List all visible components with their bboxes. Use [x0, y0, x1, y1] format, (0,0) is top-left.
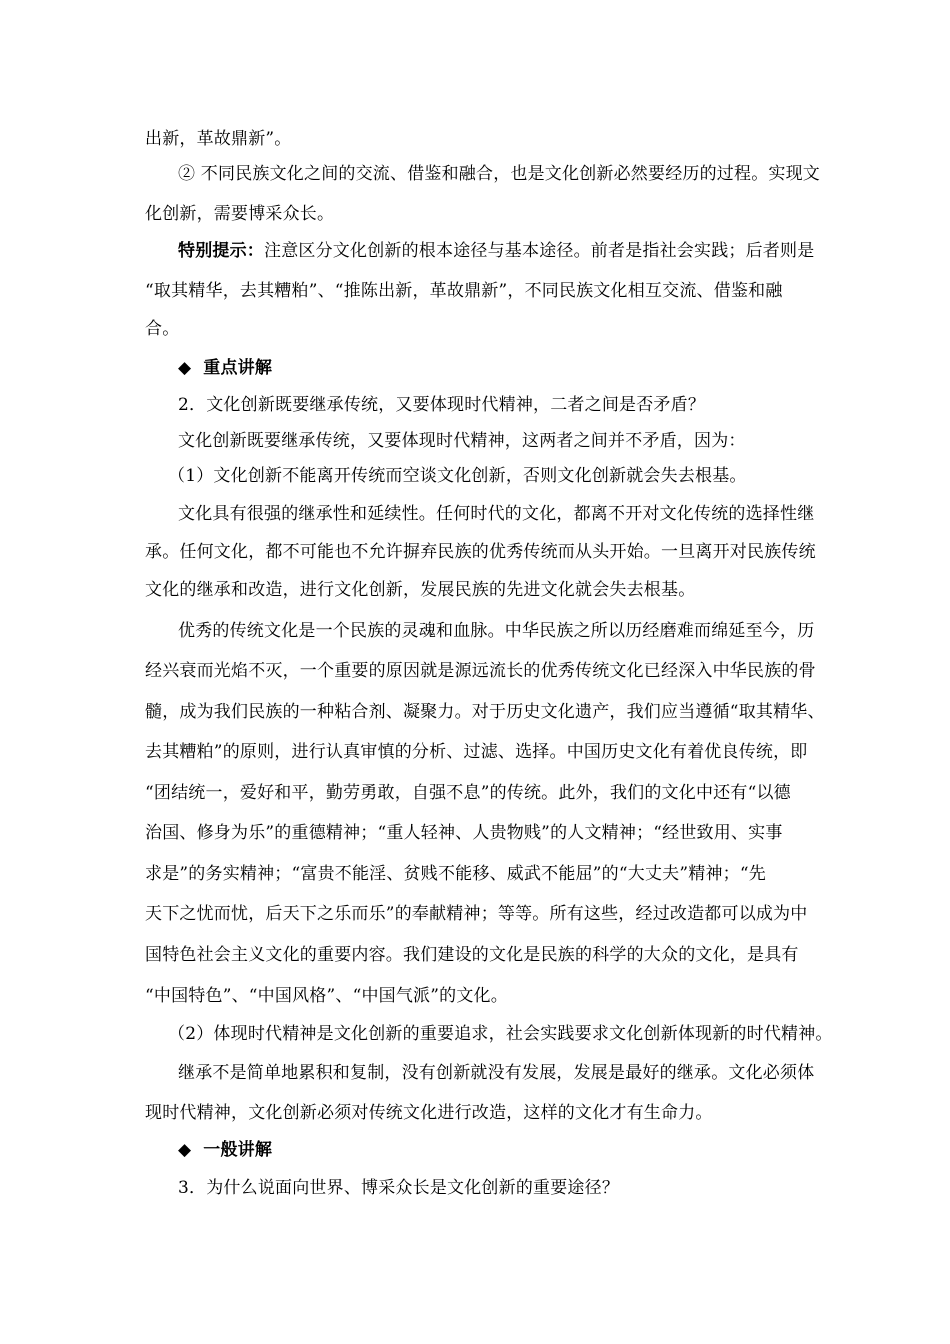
subpoint-line: （1）文化创新不能离开传统而空谈文化创新，否则文化创新就会失去根基。 [168, 466, 747, 486]
diamond-bullet-icon: ◆ [178, 358, 192, 378]
paragraph-line: 文化具有很强的继承性和延续性。任何时代的文化，都离不开对文化传统的选择性继 [178, 504, 815, 524]
paragraph-line: 现时代精神，文化创新必须对传统文化进行改造，这样的文化才有生命力。 [145, 1103, 713, 1123]
paragraph-line: “团结统一，爱好和平，勤劳勇敢，自强不息”的传统。此外，我们的文化中还有“以德 [145, 783, 791, 803]
question-line: 2．文化创新既要继承传统，又要体现时代精神，二者之间是否矛盾？ [178, 395, 706, 415]
special-tip-text: 注意区分文化创新的根本途径与基本途径。前者是指社会实践；后者则是 [264, 241, 815, 261]
paragraph-line: 承。任何文化，都不可能也不允许摒弃民族的优秀传统而从头开始。一旦离开对民族传统 [145, 542, 816, 562]
paragraph-line: 经兴衰而光焰不灭，一个重要的原因就是源远流长的优秀传统文化已经深入中华民族的骨 [145, 661, 816, 681]
paragraph-line: ② 不同民族文化之间的交流、借鉴和融合，也是文化创新必然要经历的过程。实现文 [178, 164, 821, 184]
question-line: 3．为什么说面向世界、博采众长是文化创新的重要途径？ [178, 1178, 620, 1198]
paragraph-line: 天下之忧而忧，后天下之乐而乐”的奉献精神；等等。所有这些，经过改造都可以成为中 [145, 904, 808, 924]
paragraph-line: 化创新，需要博采众长。 [145, 204, 335, 224]
section-heading-key [178, 357, 858, 379]
diamond-bullet-icon: ◆ [178, 1140, 192, 1160]
paragraph-line: 求是”的务实精神；“富贵不能淫、贫贱不能移、威武不能屈”的“大丈夫”精神；“先 [145, 864, 766, 884]
paragraph-line: 出新，革故鼎新”。 [145, 129, 292, 149]
section-heading-text: 一般讲解 [203, 1140, 273, 1160]
subpoint-line: （2）体现时代精神是文化创新的重要追求，社会实践要求文化创新体现新的时代精神。 [168, 1024, 833, 1044]
paragraph-line: “中国特色”、“中国风格”、“中国气派”的文化。 [145, 986, 508, 1006]
special-tip-label: 特别提示： [178, 241, 264, 261]
paragraph-line: 继承不是简单地累积和复制，没有创新就没有发展，发展是最好的继承。文化必须体 [178, 1063, 815, 1083]
paragraph-line: 治国、修身为乐”的重德精神；“重人轻神、人贵物贱”的人文精神；“经世致用、实事 [145, 823, 783, 843]
section-heading-general [178, 1139, 858, 1161]
paragraph-line: 合。 [145, 319, 180, 339]
paragraph-line: 去其糟粕”的原则，进行认真审慎的分析、过滤、选择。中国历史文化有着优良传统，即 [145, 742, 808, 762]
paragraph-line: 优秀的传统文化是一个民族的灵魂和血脉。中华民族之所以历经磨难而绵延至今，历 [178, 621, 815, 641]
section-heading-text: 重点讲解 [203, 358, 273, 378]
paragraph-line: “取其精华，去其糟粕”、“推陈出新，革故鼎新”，不同民族文化相互交流、借鉴和融 [145, 281, 783, 301]
special-tip-line [178, 240, 858, 262]
paragraph-line: 文化的继承和改造，进行文化创新，发展民族的先进文化就会失去根基。 [145, 580, 696, 600]
paragraph-line: 文化创新既要继承传统，又要体现时代精神，这两者之间并不矛盾，因为： [178, 431, 746, 451]
paragraph-line: 髓，成为我们民族的一种粘合剂、凝聚力。对于历史文化遗产，我们应当遵循“取其精华、 [145, 702, 825, 722]
paragraph-line: 国特色社会主义文化的重要内容。我们建设的文化是民族的科学的大众的文化，是具有 [145, 945, 799, 965]
